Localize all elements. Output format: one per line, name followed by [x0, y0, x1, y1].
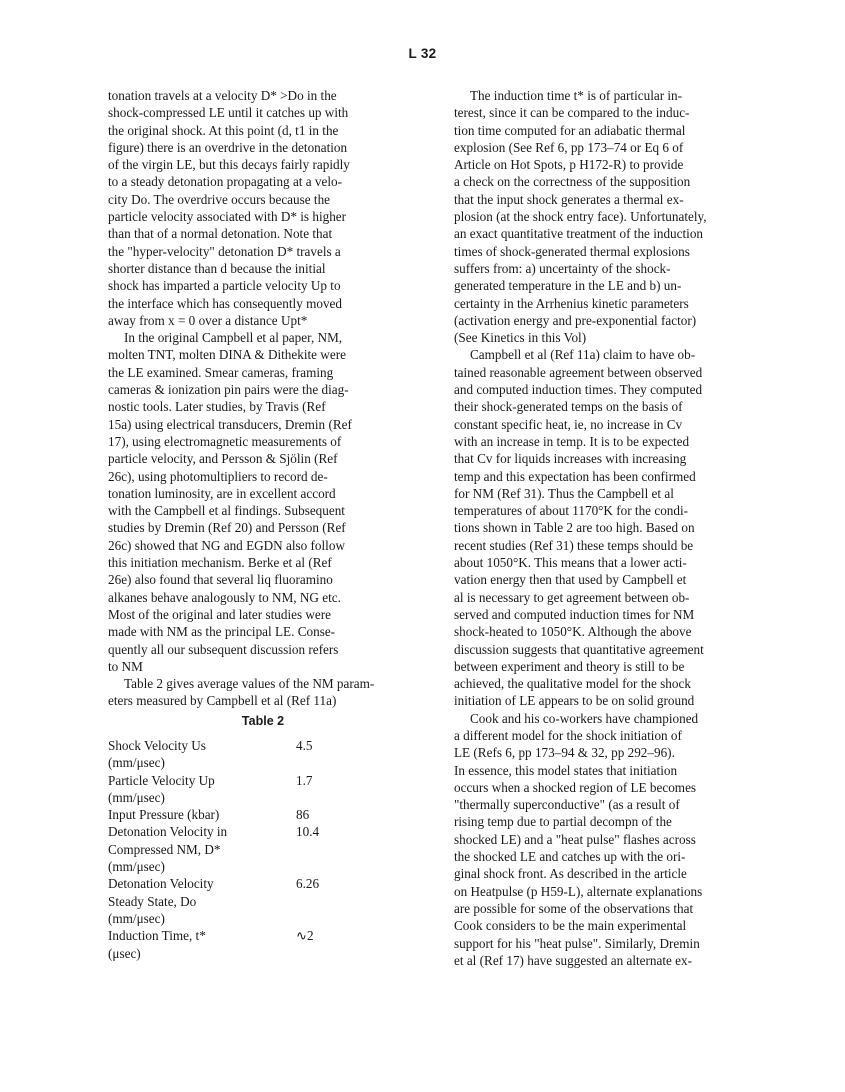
left-paragraph-3: Table 2 gives average values of the NM param- eters measured by Campbell et al (Ref 11a) — [108, 676, 375, 709]
param-label: Detonation Velocity in Compressed NM, D* (mm/μsec) — [108, 824, 228, 875]
table-row — [108, 875, 418, 927]
param-value: 86 — [296, 807, 310, 823]
param-value: ∿2 — [296, 928, 314, 944]
table-row — [108, 772, 418, 807]
param-label: Input Pressure (kbar) — [108, 807, 220, 823]
table-row — [108, 806, 418, 823]
table-row — [108, 927, 418, 962]
param-value: 1.7 — [296, 772, 313, 788]
table-row — [108, 823, 418, 875]
param-label: Detonation Velocity Steady State, Do (mm/μsec) — [108, 876, 214, 926]
right-paragraph-2: Campbell et al (Ref 11a) claim to have ob- tained reasonable agreement between observed and computed induction times. They computed their shock-generated temps on the basis of constant specific heat, ie, no increase in Cv with an increase in temp. It is to be expected that Cv for liquids increases with increasing temp and this expectation has been confirmed for NM (Ref 31). Thus the Campbell et al temperatures of about 1170°K for the condi- tions shown in Table 2 are too high. Based on recent studies (Ref 31) these temps should be about 1050°K. This means that a lower acti- vation energy then that used by Campbell et al is necessary to get agreement between ob- served and computed induction times for NM shock-heated to 1050°K. Although the above discussion suggests that quantitative agreement between experiment and theory is still to be achieved, the qualitative model for the shock initiation of LE appears to be on solid ground — [454, 347, 704, 709]
page-header: L 32 — [408, 46, 437, 61]
param-value: 10.4 — [296, 824, 320, 840]
table-title: Table 2 — [241, 713, 285, 728]
param-value: 4.5 — [296, 737, 313, 753]
left-paragraph-2: In the original Campbell et al paper, NM, molten TNT, molten DINA & Dithekite were the LE examined. Smear cameras, framing cameras & ionization pin pairs were the diag- nostic tools. Later studies, by Travis (Ref 15a) using electrical transducers, Dremin (Ref 17), using electromagnetic measurements of particle velocity, and Persson & Sjölin (Ref 26c), using photomultipliers to record de- tonation luminosity, are in excellent accord with the Campbell et al findings. Subsequent studies by Dremin (Ref 20) and Persson (Ref 26c) showed that NG and EGDN also follow this initiation mechanism. Berke et al (Ref 26e) also found that several liq fluoramino alkanes behave analogously to NM, NG etc. Most of the original and later studies were made with NM as the principal LE. Conse- quently all our subsequent discussion refers to NM — [108, 330, 352, 674]
param-label: Induction Time, t* (μsec) — [108, 928, 206, 961]
table-row — [108, 737, 418, 772]
param-value: 6.26 — [296, 876, 320, 892]
param-label: Particle Velocity Up (mm/μsec) — [108, 772, 215, 805]
right-paragraph-1: The induction time t* is of particular in- terest, since it can be compared to the induc- tion time computed for an adiabatic thermal explosion (See Ref 6, pp 173–74 or Eq 6 of Article on Hot Spots, p H172-R) to provide a check on the correctness of the supposition that the input shock generates a thermal ex- plosion (at the shock entry face). Unfortunately, an exact quantitative treatment of the induction times of shock-generated thermal explosions suffers from: a) uncertainty of the shock- generated temperature in the LE and b) un- certainty in the Arrhenius kinetic parameters (activation energy and pre-exponential factor) (See Kinetics in this Vol) — [454, 88, 707, 346]
left-column — [108, 87, 418, 962]
right-column — [454, 87, 758, 969]
parameter-table — [108, 713, 418, 962]
param-label: Shock Velocity Us (mm/μsec) — [108, 737, 206, 771]
left-paragraph-1: tonation travels at a velocity D* >Do in the shock-compressed LE until it catches up with the original shock. At this point (d, t1 in the figure) there is an overdrive in the detonation of the virgin LE, but this decays fairly rapidly to a steady detonation propagating at a velo- city Do. The overdrive occurs because the particle velocity associated with D* is higher than that of a normal detonation. Note that the "hyper-velocity" detonation D* travels a shorter distance than d because the initial shock has imparted a particle velocity Up to the interface which has consequently moved away from x = 0 over a distance Upt* — [108, 88, 350, 328]
right-paragraph-3: Cook and his co-workers have championed a different model for the shock initiation of LE (Refs 6, pp 173–94 & 32, pp 292–96). In essence, this model states that initiation occurs when a shocked region of LE becomes "thermally superconductive" (as a result of rising temp due to partial decompn of the shocked LE) and a "heat pulse" flashes across the shocked LE and catches up with the ori- ginal shock front. As described in the article on Heatpulse (p H59-L), alternate explanations are possible for some of the observations that Cook considers to be the main experimental support for his "heat pulse". Similarly, Dremin et al (Ref 17) have suggested an alternate ex- — [454, 710, 703, 968]
